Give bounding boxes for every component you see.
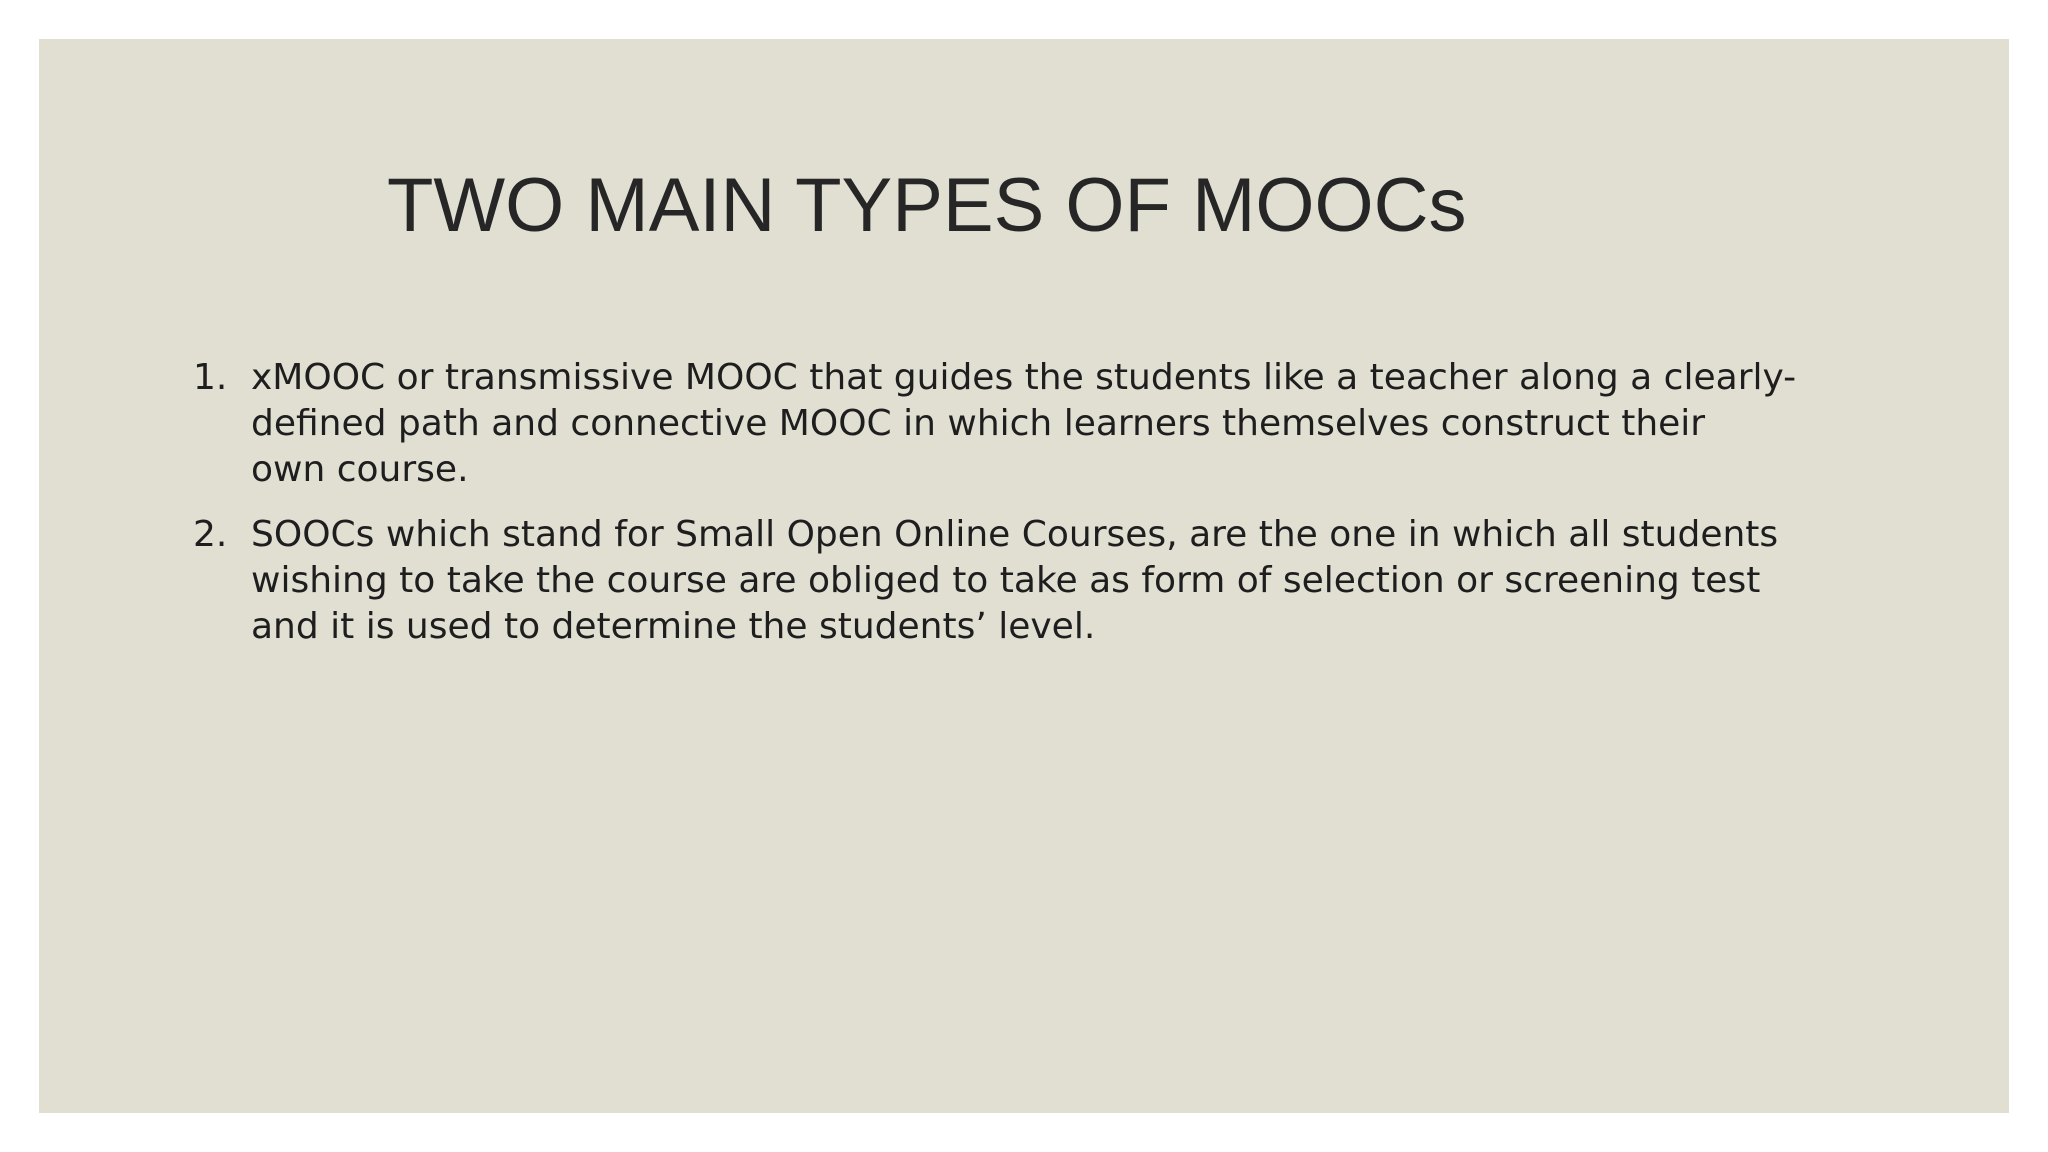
slide-title: TWO MAIN TYPES OF MOOCs <box>387 163 1467 248</box>
list-item <box>193 512 1913 650</box>
list-item-text: xMOOC or transmissive MOOC that guides the students like a teacher along a clearly- defined path and connective MOOC in which learners themselves construct their own course. <box>251 357 1797 490</box>
list-item-number: 1. <box>193 357 228 398</box>
slide <box>39 39 2009 1113</box>
list-item-number: 2. <box>193 514 228 555</box>
list-item-text: SOOCs which stand for Small Open Online Courses, are the one in which all students wishing to take the course are obliged to take as form of selection or screening test and it is used to determine the students’ level. <box>251 514 1779 647</box>
numbered-list <box>193 355 1913 669</box>
list-item <box>193 355 1913 493</box>
